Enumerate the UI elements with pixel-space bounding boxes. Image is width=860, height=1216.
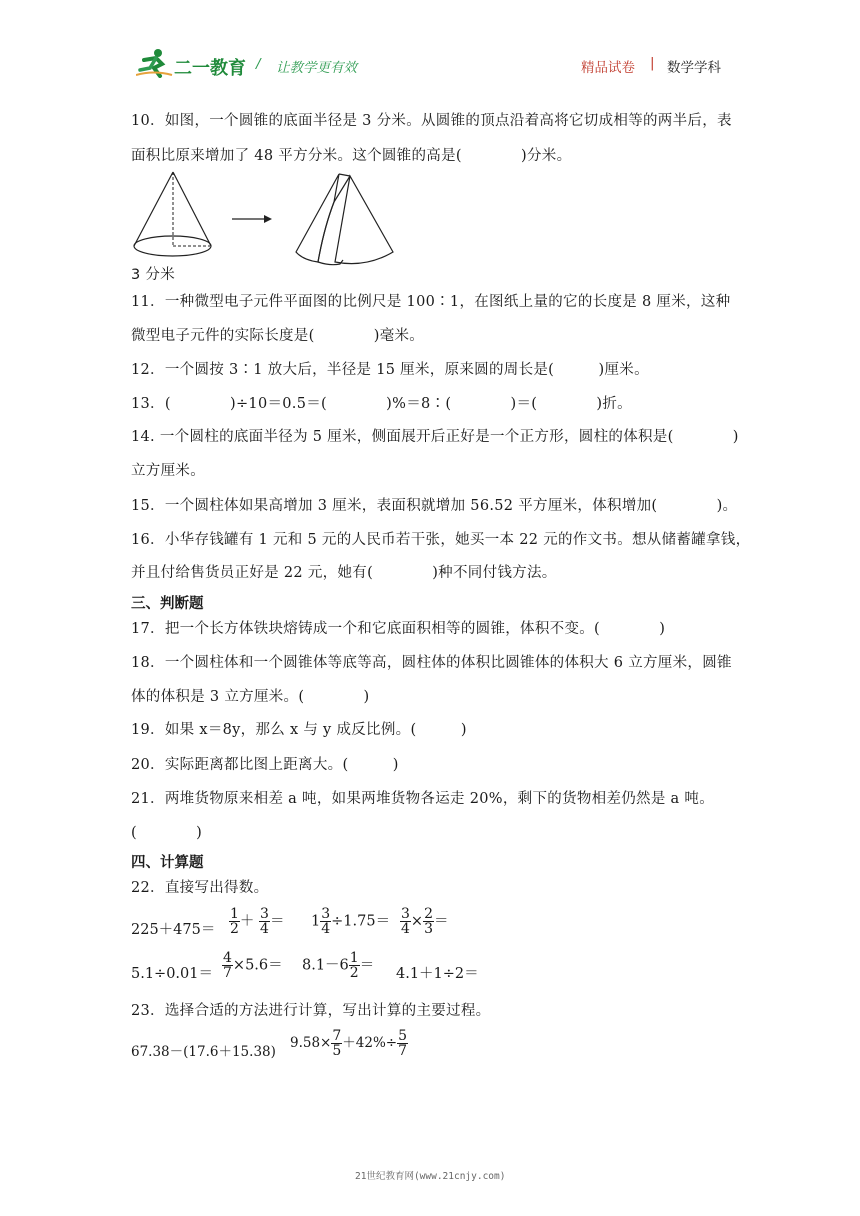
calc-expr-2: 9.58× $\frac{7}{5}$ ＋42%÷ $\frac{5}{7}$ [290, 1028, 408, 1059]
calc-row2-c: 8.1－6 $\frac{1}{2}$ ＝ [302, 950, 375, 981]
question-18-line1: 18．一个圆柱体和一个圆锥体等底等高，圆柱体的体积比圆锥体的体积大 6 立方厘米，圆锥 [131, 655, 732, 671]
question-13: 13．( )÷10＝0.5＝( )%＝8∶( )＝( )折。 [131, 396, 632, 412]
question-22: 22．直接写出得数。 [131, 880, 269, 896]
calc-row1-b: $\frac{1}{2}$ ＋ $\frac{3}{4}$ ＝ [230, 906, 285, 937]
header-label-exam: 精品试卷 [581, 60, 635, 76]
calc-row1-d: $\frac{3}{4}$ × $\frac{2}{3}$ ＝ [401, 906, 449, 937]
section-3-title: 三、判断题 [131, 596, 204, 612]
header-label-subject: 数学学科 [667, 60, 721, 76]
whole-cone-icon [134, 172, 211, 256]
cone-figure [128, 168, 398, 268]
question-14-line2: 立方厘米。 [131, 463, 205, 479]
question-20: 20．实际距离都比图上距离大。( ) [131, 757, 399, 773]
calc-expr-1: 67.38－(17.6＋15.38) [131, 1044, 276, 1060]
question-21-line2: ( ) [131, 825, 203, 841]
question-12: 12．一个圆按 3∶1 放大后，半径是 15 厘米，原来圆的周长是( )厘米。 [131, 362, 649, 378]
calc-row1-a: 225＋475＝ [131, 922, 216, 938]
divider-slash: / [256, 56, 261, 72]
question-15: 15．一个圆柱体如果高增加 3 厘米，表面积就增加 56.52 平方厘米，体积增加( )。 [131, 498, 738, 514]
runner-logo-icon [136, 48, 174, 78]
slogan: 让教学更有效 [276, 60, 357, 76]
question-21-line1: 21．两堆货物原来相差 a 吨，如果两堆货物各运走 20%，剩下的货物相差仍然是 a 吨。 [131, 791, 715, 807]
question-17: 17．把一个长方体铁块熔铸成一个和它底面积相等的圆锥，体积不变。( ) [131, 621, 666, 637]
question-11-line2: 微型电子元件的实际长度是( )毫米。 [131, 328, 425, 344]
question-23: 23．选择合适的方法进行计算，写出计算的主要过程。 [131, 1003, 491, 1019]
section-4-title: 四、计算题 [131, 855, 204, 871]
split-cone-icon [296, 174, 393, 265]
logo-text: 二一教育 [174, 58, 246, 79]
question-10-line1: 10．如图，一个圆锥的底面半径是 3 分米。从圆锥的顶点沿着高将它切成相等的两半后，表 [131, 113, 732, 129]
question-16-line1: 16．小华存钱罐有 1 元和 5 元的人民币若干张，她买一本 22 元的作文书。想从储蓄罐拿钱， [131, 532, 751, 548]
question-14-line1: 14. 一个圆柱的底面半径为 5 厘米，侧面展开后正好是一个正方形，圆柱的体积是( ) [131, 429, 739, 445]
calc-row1-c: 1 $\frac{3}{4}$ ÷1.75＝ [311, 906, 391, 937]
calc-row2-a: 5.1÷0.01＝ [131, 966, 213, 982]
question-18-line2: 体的体积是 3 立方厘米。( ) [131, 689, 370, 705]
footer-text: 21世纪教育网(www.21cnjy.com) [355, 1171, 506, 1182]
calc-row2-d: 4.1＋1÷2＝ [396, 966, 479, 982]
arrow-right-icon [232, 215, 272, 223]
header-separator: | [650, 55, 655, 71]
figure-radius-label: 3 分米 [131, 267, 176, 283]
calc-row2-b: $\frac{4}{7}$ ×5.6＝ [223, 950, 283, 981]
question-16-line2: 并且付给售货员正好是 22 元，她有( )种不同付钱方法。 [131, 565, 557, 581]
question-10-line2: 面积比原来增加了 48 平方分米。这个圆锥的高是( )分米。 [131, 148, 572, 164]
question-19: 19．如果 x＝8y，那么 x 与 y 成反比例。( ) [131, 722, 467, 738]
question-11-line1: 11．一种微型电子元件平面图的比例尺是 100∶1，在图纸上量的它的长度是 8 厘米，这种 [131, 294, 731, 310]
